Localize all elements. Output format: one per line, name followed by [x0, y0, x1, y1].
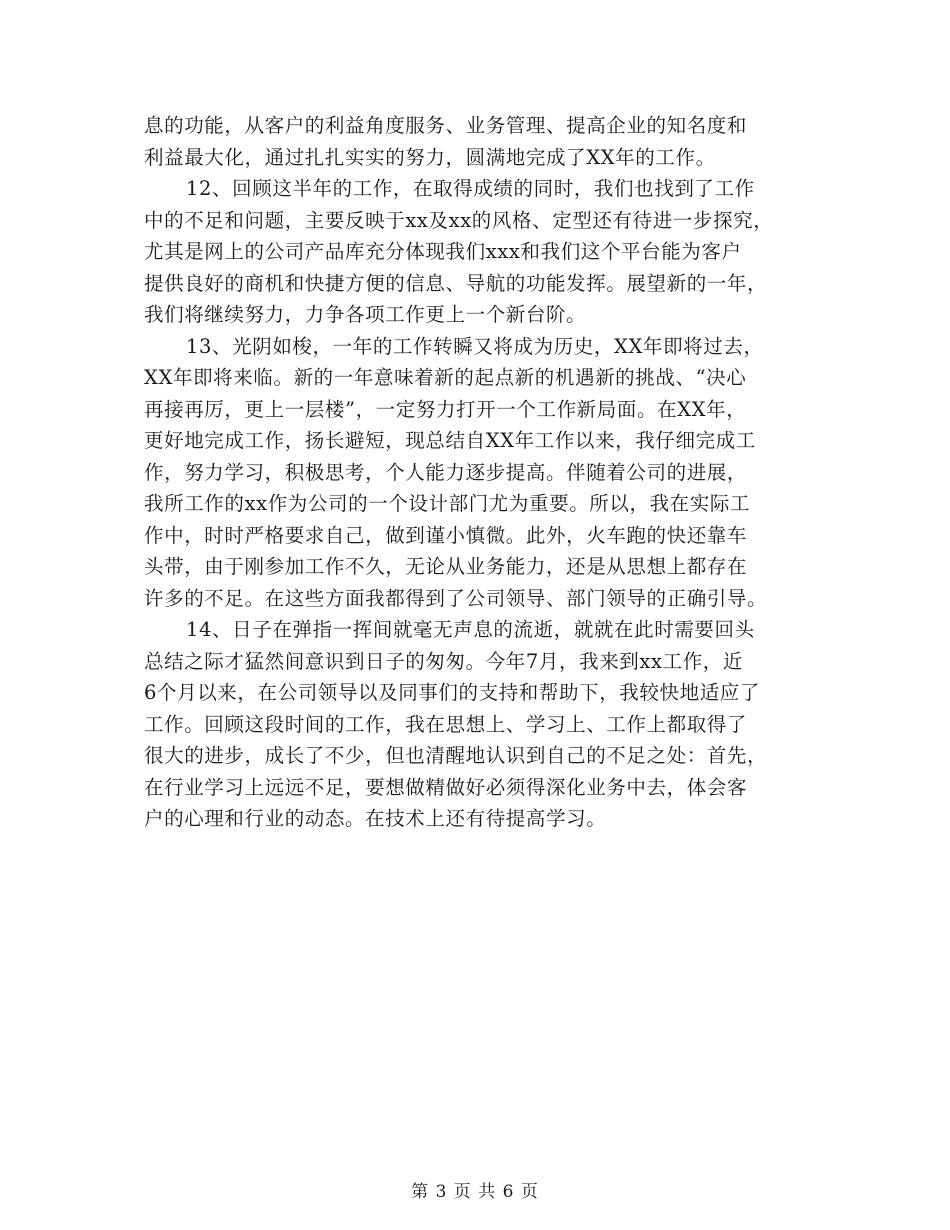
text-line: 头带，由于刚参加工作不久，无论从业务能力，还是从思想上都存在 [144, 555, 748, 578]
text-line: 很大的进步，成长了不少，但也清醒地认识到自己的不足之处：首先， [144, 744, 768, 767]
text-line: 更好地完成工作，扬长避短，现总结自XX年工作以来，我仔细完成工 [144, 429, 756, 452]
text-line: XX年即将来临。新的一年意味着新的起点新的机遇新的挑战、“决心 [144, 366, 747, 389]
text-line: 利益最大化，通过扎扎实实的努力，圆满地完成了XX年的工作。 [144, 145, 716, 169]
text-line: 中的不足和问题，主要反映于xx及xx的风格、定型还有待进一步探究， [144, 208, 774, 232]
text-line: 尤其是网上的公司产品库充分体现我们xxx和我们这个平台能为客户 [144, 240, 742, 263]
text-line: 户的心理和行业的动态。在技术上还有待提高学习。 [144, 807, 607, 830]
text-line: 我们将继续努力，力争各项工作更上一个新台阶。 [144, 303, 587, 326]
text-line: 总结之际才猛然间意识到日子的匆匆。今年7月，我来到xx工作，近 [144, 649, 744, 673]
text-line: 作，努力学习，积极思考，个人能力逐步提高。伴随着公司的进展， [144, 460, 748, 484]
text-line: 我所工作的xx作为公司的一个设计部门尤为重要。所以，我在实际工 [144, 492, 751, 515]
page-number: 第 3 页 共 6 页 [411, 1182, 539, 1202]
document-body [144, 110, 824, 835]
text-line: 提供良好的商机和快捷方便的信息、导航的功能发挥。展望新的一年， [144, 271, 768, 295]
text-line: 在行业学习上远远不足，要想做精做好必须得深化业务中去，体会客 [144, 775, 748, 799]
text-line: 13、光阴如梭，一年的工作转瞬又将成为历史，XX年即将过去， [186, 334, 764, 358]
text-line: 工作。回顾这段时间的工作，我在思想上、学习上、工作上都取得了 [144, 712, 748, 736]
text-line: 6个月以来，在公司领导以及同事们的支持和帮助下，我较快地适应了 [144, 681, 761, 704]
text-line: 作中，时时严格要求自己，做到谨小慎微。此外，火车跑的快还靠车 [144, 523, 748, 547]
text-line: 12、回顾这半年的工作，在取得成绩的同时，我们也找到了工作 [186, 177, 755, 200]
text-line: 再接再厉，更上一层楼”，一定努力打开一个工作新局面。在XX年， [144, 397, 747, 421]
text-line: 14、日子在弹指一挥间就毫无声息的流逝，就就在此时需要回头 [186, 618, 755, 641]
text-line: 许多的不足。在这些方面我都得到了公司领导、部门领导的正确引导。 [144, 586, 768, 610]
text-line: 息的功能，从客户的利益角度服务、业务管理、提高企业的知名度和 [144, 114, 748, 137]
